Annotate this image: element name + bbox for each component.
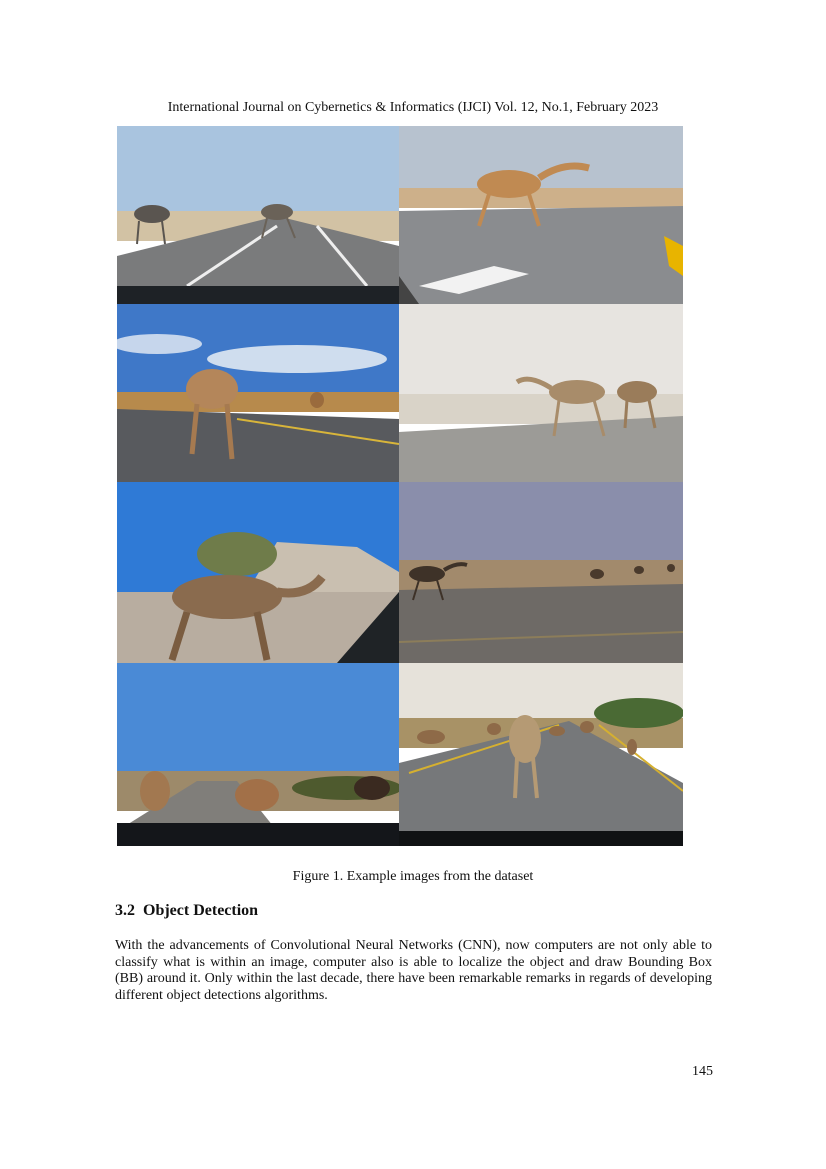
photo-two-camels-hazy-desert [399, 304, 683, 482]
page-number: 145 [692, 1064, 713, 1079]
section-number: 3.2 [115, 902, 135, 919]
section-heading [115, 902, 258, 920]
body-paragraph: With the advancements of Convolutional Neural Networks (CNN), now computers are not only able to classify what is within an image, computer also is able to localize the object and draw Bounding Box (BB) around it. Only within the last decade, there have been remarkable remarks in regards of developing different object detections algorithms. [115, 938, 712, 1003]
section-title: Object Detection [143, 902, 259, 919]
photo-camel-herd-on-highway [399, 663, 683, 846]
photo-camels-roadside-shrubs [117, 663, 399, 846]
figure-image-grid [117, 126, 683, 846]
photo-camel-standing-on-road [117, 304, 399, 482]
figure-caption: Figure 1. Example images from the dataset [292, 869, 534, 884]
photo-camel-crossing-road-arrow [399, 126, 683, 304]
photo-camel-near-rocky-hill [117, 482, 399, 663]
photo-two-camels-crossing-road [117, 126, 399, 304]
photo-camels-walking-dusk [399, 482, 683, 663]
running-header: International Journal on Cybernetics & Informatics (IJCI) Vol. 12, No.1, February 2023 [167, 100, 659, 115]
